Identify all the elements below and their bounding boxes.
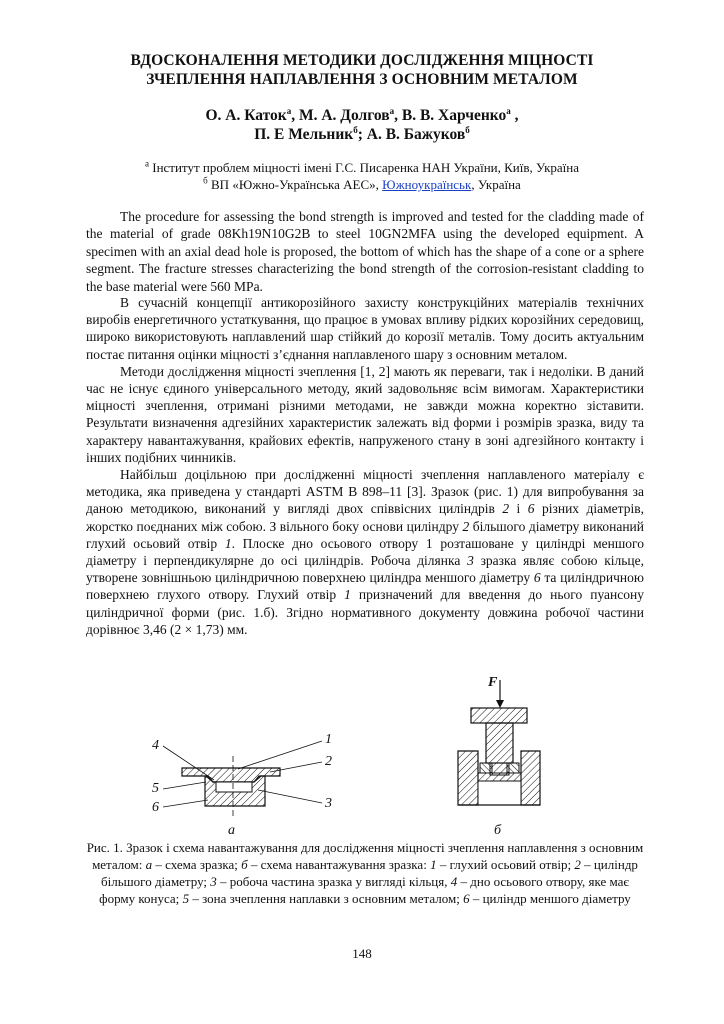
caption-text: – дно осьового отвору, яке має форму конуса; xyxy=(99,874,629,906)
paragraph-text: зразка являє собою кільце, утворене зовнішньою циліндричною поверхнею циліндра меншого діаметру xyxy=(86,553,644,586)
paragraph-1: В сучасній концепції антикорозійного захисту конструкційних матеріалів технічних виробів енергетичного устаткування, що працює в умовах впливу рідких корозійних середовищ, широко використовують наплавлений шар стійкий до корозії металів. Тому досить актуальним постає питання оцінки міцності з’єднання наплавленого шару з основним металом. xyxy=(86,295,644,362)
paragraph-text: призначений для введення до нього пуансону циліндричної форми (рис. 1.б). Згідно нормативного документу довжина робочої частини дорівнює 3,46 (2 × 1,73) мм. xyxy=(86,587,644,637)
callout-6: 6 xyxy=(152,800,159,815)
ref-number: 6 xyxy=(533,570,541,586)
authors-line-1 xyxy=(60,106,664,125)
author-name: П. Е Мельник xyxy=(254,126,354,143)
paragraph-text: . Плоске дно осьового отвору 1 розташоване у циліндрі меншого діаметру і перпендикулярне до осі циліндрів. Робоча ділянка xyxy=(86,535,644,569)
loading-diagram xyxy=(458,675,540,838)
callout-2: 2 xyxy=(325,754,332,769)
support-right xyxy=(521,751,540,805)
affiliation-text: Інститут проблем міцності імені Г.С. Писаренка НАН України, Київ, Україна xyxy=(148,160,579,175)
title-line-2: ЗЧЕПЛЕННЯ НАПЛАВЛЕННЯ З ОСНОВНИМ МЕТАЛОМ xyxy=(146,71,578,88)
ref-number: 2 xyxy=(462,518,470,534)
abstract: The procedure for assessing the bond strength is improved and tested for the cladding made of the material of grade 08Kh19N10G2B to steel 10GN2MFA using the developed equipment. A specimen with an axial dead hole is proposed, the bottom of which has the shape of a cone or a sphere segment. The fracture stresses characterizing the bond strength of the corrosion-resistant cladding to the base material were 560 MPa. xyxy=(86,209,644,294)
author-affil-mark: а xyxy=(389,105,395,116)
caption-number: 5 xyxy=(182,891,190,906)
caption-letter: а xyxy=(145,857,153,872)
force-label: F xyxy=(488,675,498,690)
caption-text: – робоча частина зразка у вигляді кільця, xyxy=(216,874,451,889)
callout-4: 4 xyxy=(152,738,159,753)
caption-number: 6 xyxy=(463,891,470,906)
author-affil-mark: б xyxy=(353,124,358,135)
caption-number: 1 xyxy=(430,857,437,872)
affiliation-text: ВП «Южно-Українська АЕС», xyxy=(207,177,383,192)
paragraph-text: більшого діаметру виконаний глухий осьовий отвір xyxy=(86,518,644,551)
author-name: , М. А. Долгов xyxy=(291,107,390,124)
paragraph-3 xyxy=(86,466,644,638)
punch-head xyxy=(471,708,527,723)
paragraph-text: та циліндричною поверхнею глухого отвору. Глухий отвір xyxy=(86,570,644,603)
ref-number: 3 xyxy=(467,553,474,569)
ref-number: 1 xyxy=(344,587,351,603)
caption-text: – циліндр меншого діаметру xyxy=(469,891,631,906)
page-number: 148 xyxy=(352,946,372,961)
figure-label-a: а xyxy=(228,823,235,838)
affiliation-mark: а xyxy=(144,158,149,169)
author-affil-mark: а xyxy=(506,105,511,116)
caption-text: Рис. 1. Зразок і схема навантажування для дослідження міцності зчеплення наплавлення з основним металом: xyxy=(86,840,644,872)
author-affil-mark: а xyxy=(286,105,292,116)
paragraph-text: і xyxy=(509,501,528,517)
caption-number: 3 xyxy=(210,874,217,889)
paragraph-text: Найбільш доцільною при дослідженні міцності зчеплення наплавленого матеріалу є методика, яка приведена у стандарті ASTM B 898–11 [3]. Зразок (рис. 1) для випробування за даною методикою, виконаний у вигляді двох співвісних циліндрів xyxy=(86,467,644,517)
figure-1 xyxy=(0,672,724,842)
body-text xyxy=(86,294,644,638)
caption-text: – глухий осьовий отвір; xyxy=(436,857,575,872)
specimen-diagram xyxy=(152,732,332,838)
affiliation-mark: б xyxy=(203,175,208,186)
figure-label-b: б xyxy=(494,823,502,838)
ref-number: 6 xyxy=(527,501,535,517)
author-affil-mark: б xyxy=(465,124,470,135)
affiliation-city-link[interactable]: Южноукраїнськ xyxy=(382,177,472,192)
callout-1: 1 xyxy=(325,732,332,747)
paragraph-text: різних діаметрів, жорстко поєднаних між собою. З вільного боку основи циліндру xyxy=(86,501,644,534)
support-left xyxy=(458,751,478,805)
paper-title xyxy=(60,51,664,89)
callout-5: 5 xyxy=(152,781,159,796)
caption-text: – зона зчеплення наплавки з основним металом; xyxy=(189,891,464,906)
author-separator: , xyxy=(510,107,519,124)
author-name: О. А. Каток xyxy=(205,107,287,124)
authors-line-2 xyxy=(60,125,664,144)
specimen-base xyxy=(478,773,521,781)
title-line-1: ВДОСКОНАЛЕННЯ МЕТОДИКИ ДОСЛІДЖЕННЯ МІЦНОСТІ xyxy=(130,52,594,69)
author-name: , В. В. Харченко xyxy=(394,107,507,124)
callout-3: 3 xyxy=(325,796,332,811)
punch-stem xyxy=(486,723,513,763)
caption-text: – схема навантажування зразка: xyxy=(247,857,431,872)
affiliations xyxy=(60,159,664,193)
caption-number: 4 xyxy=(450,874,458,889)
author-name: ; А. В. Бажуков xyxy=(357,126,466,143)
axial-hole xyxy=(216,782,252,792)
affiliation-text: , Україна xyxy=(471,177,521,192)
ref-number: 1 xyxy=(224,535,232,551)
paragraph-2: Методи дослідження міцності зчеплення [1, 2] мають як переваги, так і недоліки. В даний час не існує єдиного універсального методу, який задовольняє всім вимогам. Характеристики міцності зчеплення, отримані різними методами, не завжди можна коректно зіставити. Результати визначення адгезійних характеристик залежать від форми і розмірів зразка, виду та характеру навантажування, крайових ефектів, напруженого стану в зоні адгезійного контакту і інших подібних чинників. xyxy=(86,363,644,465)
figure-caption xyxy=(86,839,644,907)
author-list xyxy=(60,106,664,144)
affiliation-b xyxy=(60,176,664,193)
caption-text: – схема зразка; xyxy=(152,857,242,872)
affiliation-a xyxy=(60,159,664,176)
caption-letter: б xyxy=(241,857,248,872)
support-cavity xyxy=(478,781,521,805)
caption-text: – циліндр більшого діаметру; xyxy=(101,857,638,889)
ref-number: 2 xyxy=(502,501,510,517)
force-arrowhead xyxy=(496,700,504,708)
caption-number: 2 xyxy=(574,857,581,872)
